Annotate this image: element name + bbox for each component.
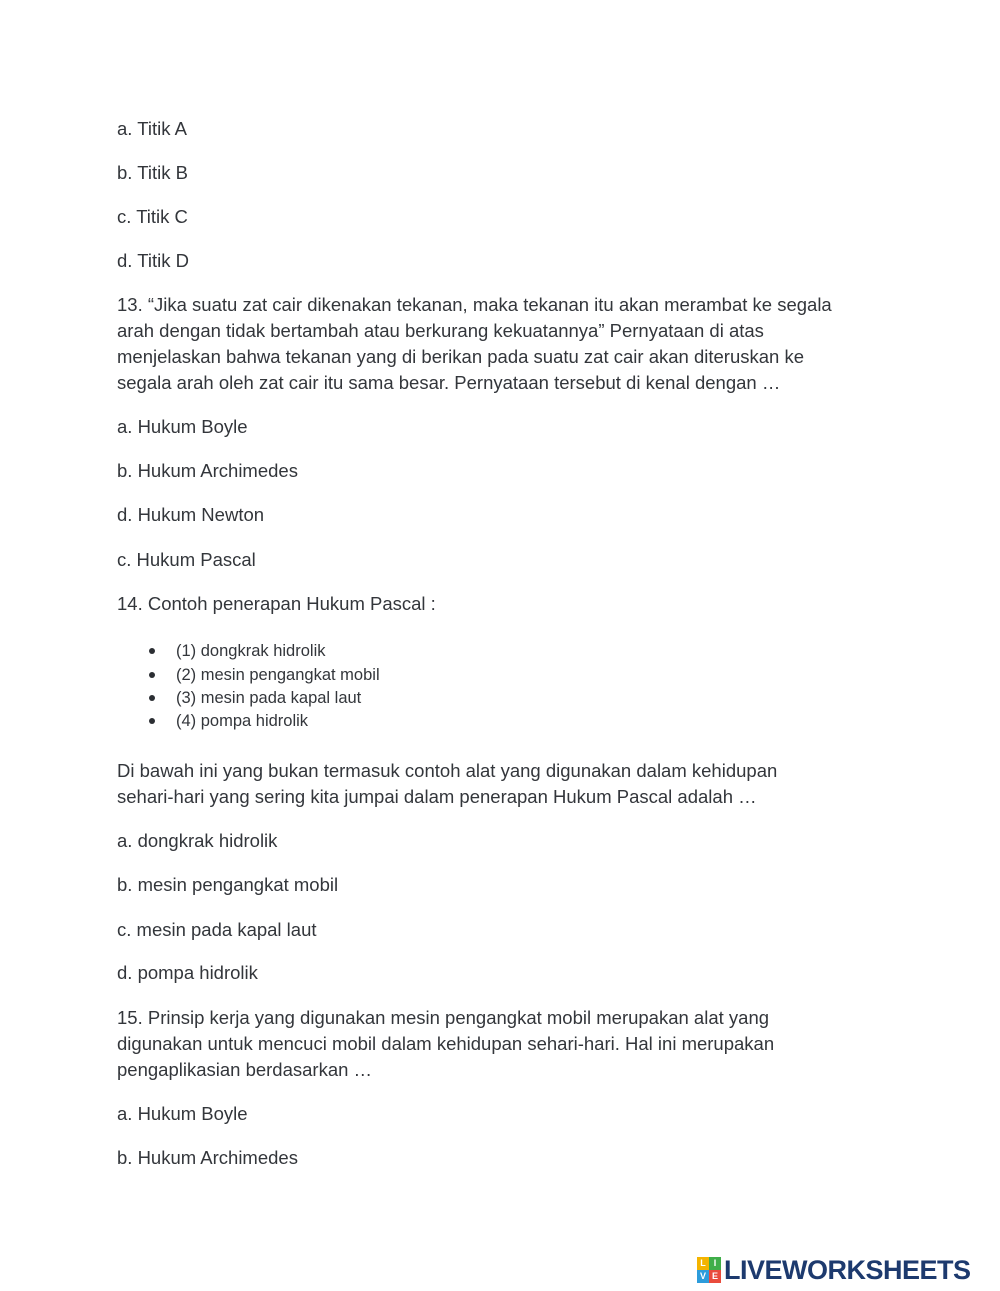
list-item-text: (4) pompa hidrolik xyxy=(176,712,309,730)
q12-option-b: b. Titik B xyxy=(117,162,188,183)
liveworksheets-logo xyxy=(697,1256,971,1284)
q13-option-a: a. Hukum Boyle xyxy=(117,416,248,437)
q15-question xyxy=(117,1005,897,1083)
q14-question-line: Di bawah ini yang bukan termasuk contoh alat yang digunakan dalam kehidupan xyxy=(117,760,778,781)
q13-option-b: b. Hukum Archimedes xyxy=(117,460,298,481)
q15-question-line: digunakan untuk mencuci mobil dalam kehidupan sehari-hari. Hal ini merupakan xyxy=(117,1033,775,1054)
q13-question-line: 13. “Jika suatu zat cair dikenakan tekanan, maka tekanan itu akan merambat ke segala xyxy=(117,294,832,315)
logo-letter-e: E xyxy=(709,1270,721,1283)
list-item xyxy=(176,687,361,709)
logo-letter-v: V xyxy=(697,1270,709,1283)
logo-letter-l: L xyxy=(697,1257,709,1270)
q14-option-d: d. pompa hidrolik xyxy=(117,962,258,983)
liveworksheets-logo-icon xyxy=(697,1257,721,1283)
logo-text: LIVEWORKSHEETS xyxy=(724,1255,971,1285)
q14-question xyxy=(117,758,897,810)
q13-option-d: d. Hukum Newton xyxy=(117,504,265,525)
list-item-text: (2) mesin pengangkat mobil xyxy=(176,666,380,684)
q13-option-c: c. Hukum Pascal xyxy=(117,549,256,570)
bullet-icon xyxy=(149,695,155,701)
bullet-icon xyxy=(149,672,155,678)
q14-option-c: c. mesin pada kapal laut xyxy=(117,919,317,940)
list-item xyxy=(176,640,325,662)
q12-option-d: d. Titik D xyxy=(117,250,189,271)
q13-question-line: segala arah oleh zat cair itu sama besar. Pernyataan tersebut di kenal dengan … xyxy=(117,372,781,393)
q12-option-a: a. Titik A xyxy=(117,118,187,139)
list-item-text: (1) dongkrak hidrolik xyxy=(176,642,326,660)
list-item xyxy=(176,664,380,686)
q14-option-b: b. mesin pengangkat mobil xyxy=(117,874,339,895)
q14-title: 14. Contoh penerapan Hukum Pascal : xyxy=(117,593,436,614)
q15-option-b: b. Hukum Archimedes xyxy=(117,1147,298,1168)
q13-question xyxy=(117,292,897,396)
bullet-icon xyxy=(149,718,155,724)
q12-option-c: c. Titik C xyxy=(117,206,188,227)
q15-option-a: a. Hukum Boyle xyxy=(117,1103,248,1124)
bullet-icon xyxy=(149,648,155,654)
q13-question-line: arah dengan tidak bertambah atau berkurang kekuatannya” Pernyataan di atas xyxy=(117,320,764,341)
list-item xyxy=(176,710,308,732)
q13-question-line: menjelaskan bahwa tekanan yang di berikan pada suatu zat cair akan diteruskan ke xyxy=(117,346,804,367)
q14-option-a: a. dongkrak hidrolik xyxy=(117,830,278,851)
q14-question-line: sehari-hari yang sering kita jumpai dalam penerapan Hukum Pascal adalah … xyxy=(117,786,757,807)
q15-question-line: 15. Prinsip kerja yang digunakan mesin pengangkat mobil merupakan alat yang xyxy=(117,1007,770,1028)
logo-letter-i: I xyxy=(709,1257,721,1270)
q15-question-line: pengaplikasian berdasarkan … xyxy=(117,1059,373,1080)
list-item-text: (3) mesin pada kapal laut xyxy=(176,689,362,707)
